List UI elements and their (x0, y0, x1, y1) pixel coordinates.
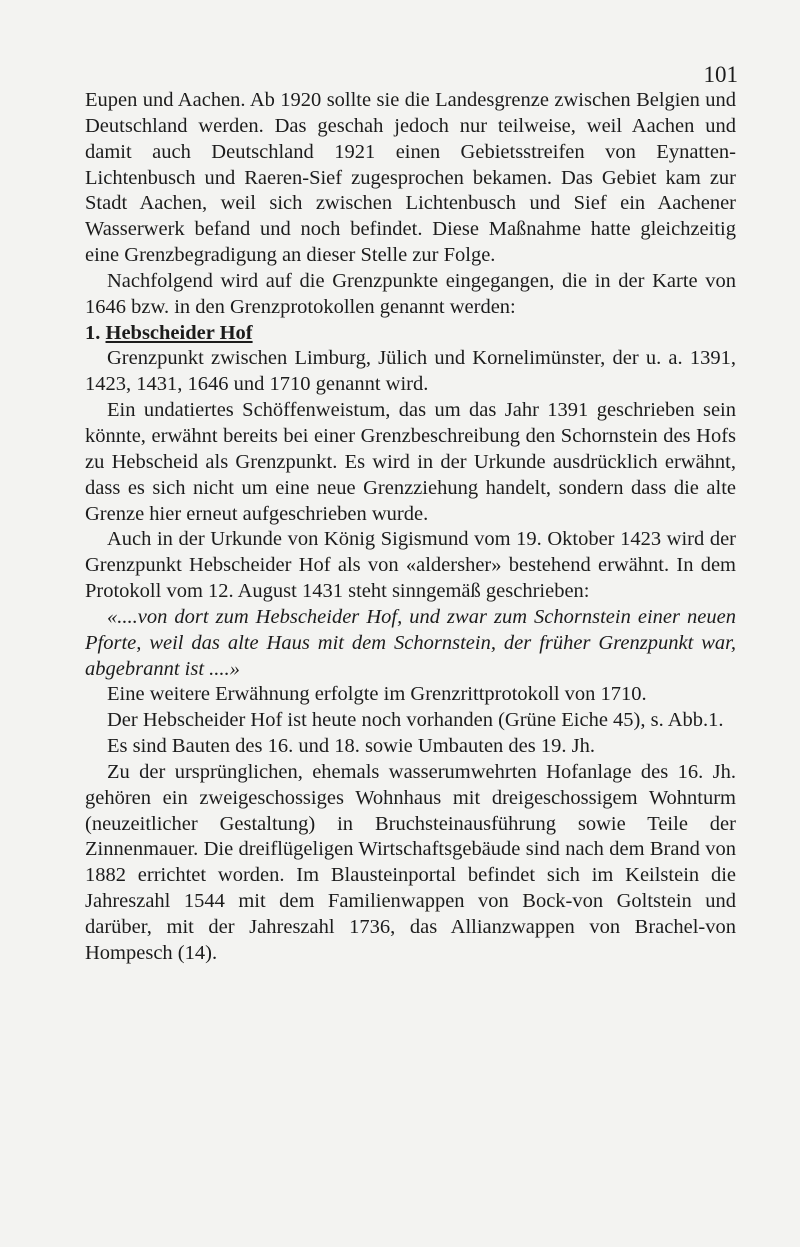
section-title: Hebscheider Hof (105, 321, 253, 344)
paragraph: Auch in der Urkunde von König Sigismund vom 19. Oktober 1423 wird der Grenzpunkt Hebscheider Hof als von «aldersher» bestehend erwähnt. In dem Protokoll vom 12. August 1431 steht sinngemäß geschrieben: (85, 528, 736, 603)
section-heading (85, 321, 736, 347)
paragraph: Der Hebscheider Hof ist heute noch vorhanden (Grüne Eiche 45), s. Abb.1. (107, 709, 724, 732)
paragraph: Ein undatiertes Schöffenweistum, das um das Jahr 1391 geschrieben sein könnte, erwähnt bereits bei einer Grenzbeschreibung den Schornstein des Hofs zu Hebscheid als Grenzpunkt. Es wird in der Urkunde ausdrücklich erwähnt, dass es sich nicht um eine neue Grenzziehung handelt, sondern dass die alte Grenze hier erneut aufgeschrieben wurde. (85, 399, 736, 525)
paragraph: Zu der ursprünglichen, ehemals wasserumwehrten Hofanlage des 16. Jh. gehören ein zweigeschossiges Wohnhaus mit dreigeschossigem Wohnturm (neuzeitlicher Gestaltung) in Bruchsteinausführung sowie Teile der Zinnenmauer. Die dreiflügeligen Wirtschaftsgebäude sind nach dem Brand von 1882 errichtet worden. Im Blausteinportal befindet sich im Keilstein die Jahreszahl 1544 mit dem Familienwappen von Bock-von Goltstein und darüber, mit der Jahreszahl 1736, das Allianzwappen von Brachel-von Hompesch (14). (85, 760, 736, 964)
paragraph: Grenzpunkt zwischen Limburg, Jülich und Kornelimünster, der u. a. 1391, 1423, 1431, 1646 und 1710 genannt wird. (85, 347, 736, 396)
intro-paragraph: Nachfolgend wird auf die Grenzpunkte eingegangen, die in der Karte von 1646 bzw. in den Grenzprotokollen genannt werden: (85, 269, 736, 318)
paragraph: Eine weitere Erwähnung erfolgte im Grenzrittprotokoll von 1710. (107, 683, 647, 706)
section-number: 1. (85, 321, 101, 344)
page-number: 101 (703, 62, 738, 87)
page-body (85, 88, 736, 967)
continuation-paragraph: Eupen und Aachen. Ab 1920 sollte sie die Landesgrenze zwischen Belgien und Deutschland werden. Das geschah jedoch nur teilweise, weil Aachen und damit auch Deutschland 1921 einen Gebietsstreifen von Eynatten-Lichtenbusch und Raeren-Sief zugesprochen bekamen. Das Gebiet kam zur Stadt Aachen, weil sich zwischen Lichtenbusch und Sief ein Aachener Wasserwerk befand und noch befindet. Diese Maßnahme hatte gleichzeitig eine Grenzbegradigung an dieser Stelle zur Folge. (85, 89, 736, 267)
paragraph: Es sind Bauten des 16. und 18. sowie Umbauten des 19. Jh. (107, 735, 595, 758)
quote-paragraph: «....von dort zum Hebscheider Hof, und zwar zum Schornstein einer neuen Pforte, weil das alte Haus mit dem Schornstein, der früher Grenzpunkt war, abgebrannt ist ....» (85, 605, 736, 680)
